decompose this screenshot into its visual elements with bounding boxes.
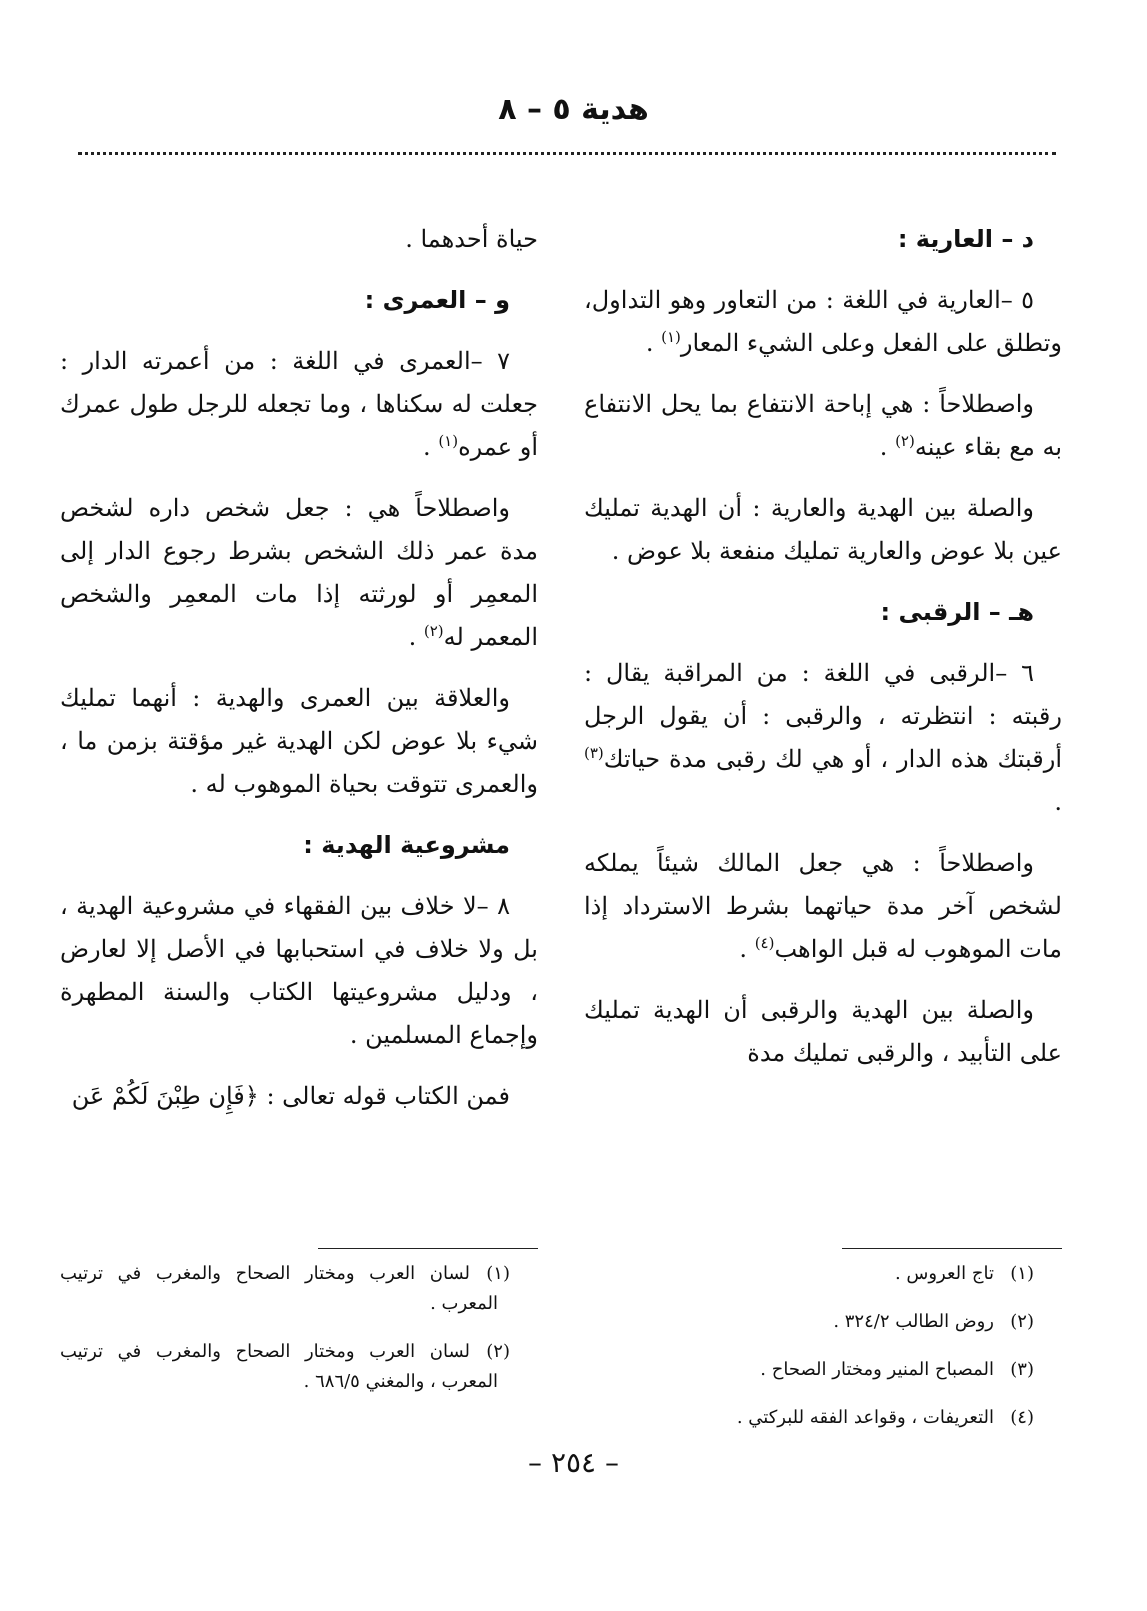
footnote-rule — [842, 1248, 1062, 1249]
footnote-ref: (٤) — [754, 934, 775, 952]
paragraph: ٧ –العمرى في اللغة : من أعمرته الدار : جعلت له سكناها ، وما تجعله للرجل طول عمرك أو عمره$^{(١)}$ . — [60, 347, 538, 461]
footnote: (٤) التعريفات ، وقواعد الفقه للبركتي . — [736, 1407, 1034, 1428]
paragraph: والعلاقة بين العمرى والهدية : أنهما تمليك شيء بلا عوض لكن الهدية غير مؤقتة بزمن ما ، والعمرى تتوقت بحياة الموهوب له . — [60, 684, 538, 798]
section-heading-mashruiya: مشروعية الهدية : — [303, 831, 510, 859]
footnote: (١) تاج العروس . — [894, 1263, 1034, 1284]
footnotes-right — [584, 1259, 1062, 1433]
section-heading-ariya: د – العارية : — [897, 225, 1034, 253]
paragraph: والصلة بين الهدية والرقبى أن الهدية تمليك على التأبيد ، والرقبى تمليك مدة — [584, 996, 1062, 1067]
section-heading-umra: و – العمرى : — [364, 286, 510, 314]
header-dotted-divider — [78, 152, 1056, 155]
paragraph: فمن الكتاب قوله تعالى : ﴿فَإِن طِبْنَ لَكُمْ عَن — [71, 1082, 510, 1110]
footnote: (٢) لسان العرب ومختار الصحاح والمغرب في ترتيب المعرب ، والمغني ٦٨٦/٥ . — [60, 1341, 510, 1392]
footnote: (٣) المصباح المنير ومختار الصحاح . — [760, 1359, 1034, 1380]
footnote-ref: (١) — [661, 328, 681, 346]
paragraph: حياة أحدهما . — [405, 225, 538, 253]
paragraph: ٦ –الرقبى في اللغة : من المراقبة يقال : رقبته : انتظرته ، والرقبى : أن يقول الرجل أرقبتك هذه الدار ، أو هي لك رقبى مدة حياتك$^{(٣)}$ . — [584, 659, 1062, 816]
left-column-body — [60, 218, 538, 1228]
footnote-ref: (١) — [438, 432, 459, 450]
paragraph: ٨ –لا خلاف بين الفقهاء في مشروعية الهدية ، بل ولا خلاف في استحبابها في الأصل إلا لعارض ، ودليل مشروعيتها الكتاب والسنة المطهرة وإجماع المسلمين . — [60, 892, 538, 1049]
section-heading-ruqba: هـ – الرقبى : — [880, 598, 1034, 626]
footnotes-left — [60, 1259, 538, 1397]
right-column — [584, 218, 1062, 1451]
paragraph: واصطلاحاً : هي جعل المالك شيئاً يملكه لشخص آخر مدة حياتهما بشرط الاسترداد إذا مات الموهوب له قبل الواهب$^{(٤)}$ . — [584, 849, 1062, 963]
footnote-rule — [318, 1248, 538, 1249]
paragraph: واصطلاحاً : هي إباحة الانتفاع بما يحل الانتفاع به مع بقاء عينه$^{(٢)}$ . — [584, 390, 1062, 461]
running-header: هدية ٥ – ٨ — [498, 92, 649, 127]
footnote-ref: (٢) — [895, 432, 915, 450]
left-column — [60, 218, 538, 1415]
footnote: (٢) روض الطالب ٣٢٤/٢ . — [833, 1311, 1034, 1332]
footnote: (١) لسان العرب ومختار الصحاح والمغرب في ترتيب المعرب . — [60, 1263, 510, 1314]
paragraph: واصطلاحاً هي : جعل شخص داره لشخص مدة عمر ذلك الشخص بشرط رجوع الدار إلى المعمِر أو لورثته إذا مات المعمِر والشخص المعمر له$^{(٢)}$ . — [60, 494, 538, 651]
paragraph: والصلة بين الهدية والعارية : أن الهدية تمليك عين بلا عوض والعارية تمليك منفعة بلا عوض . — [584, 494, 1062, 565]
footnote-ref: (٣) — [584, 744, 604, 762]
paragraph: ٥ –العارية في اللغة : من التعاور وهو التداول، وتطلق على الفعل وعلى الشيء المعار$^{(١)}$ . — [584, 286, 1062, 357]
footnote-ref: (٢) — [423, 622, 444, 640]
page-number: – ٢٥٤ – — [528, 1446, 619, 1479]
right-column-body — [584, 218, 1062, 1228]
